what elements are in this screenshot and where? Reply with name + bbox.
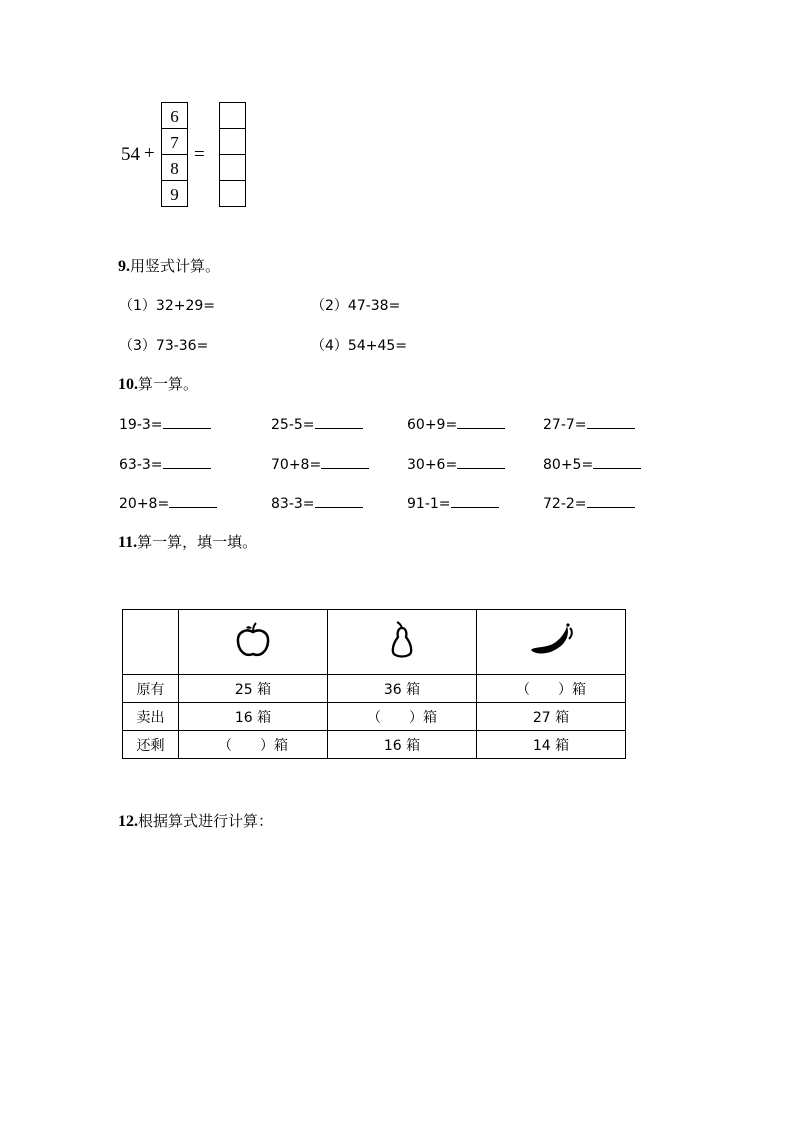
question-number: 10. <box>118 376 138 393</box>
answer-blank[interactable] <box>457 414 505 429</box>
answer-blank[interactable] <box>457 454 505 469</box>
addend-cell: 9 <box>170 185 179 204</box>
q10-equation: 25-5= <box>271 414 363 433</box>
table-corner-cell <box>123 610 179 675</box>
result-box-column <box>219 102 246 207</box>
q10-equation: 80+5= <box>543 454 641 473</box>
answer-blank[interactable] <box>587 493 635 508</box>
q9-item-2: （2）47-38= <box>311 298 401 314</box>
table-row <box>123 731 626 759</box>
fruit-table <box>122 609 626 759</box>
answer-blank[interactable] <box>593 454 641 469</box>
addend-cell: 6 <box>162 103 187 129</box>
q10-equation: 60+9= <box>407 414 505 433</box>
answer-blank[interactable] <box>315 493 363 508</box>
answer-blank[interactable] <box>315 414 363 429</box>
addend-cell: 7 <box>162 129 187 155</box>
pear-icon <box>387 619 417 661</box>
q10-equation: 72-2= <box>543 493 635 512</box>
question-text: 算一算。 <box>138 375 199 393</box>
q10-equation: 70+8= <box>271 454 369 473</box>
pear-header-cell <box>328 610 477 675</box>
answer-blank[interactable] <box>451 493 499 508</box>
addend-box-column <box>161 102 188 207</box>
result-cell[interactable] <box>220 155 245 181</box>
table-cell: 36 箱 <box>328 675 477 703</box>
table-cell: 16 箱 <box>328 731 477 759</box>
q10-equation: 91-1= <box>407 493 499 512</box>
question-number: 12. <box>118 813 138 830</box>
addend-cell: 8 <box>162 155 187 181</box>
answer-blank[interactable] <box>321 454 369 469</box>
table-cell[interactable]: （ ）箱 <box>328 703 477 731</box>
q10-equation: 20+8= <box>119 493 217 512</box>
plus-sign: + <box>144 143 155 164</box>
row-label: 卖出 <box>123 703 179 731</box>
table-cell: 14 箱 <box>477 731 626 759</box>
answer-blank[interactable] <box>163 454 211 469</box>
question-11-title <box>118 531 257 552</box>
q9-item-4: （4）54+45= <box>311 338 407 354</box>
q10-equation: 30+6= <box>407 454 505 473</box>
question-text: 算一算，填一填。 <box>137 533 258 551</box>
lhs-number: 54 <box>121 144 140 165</box>
table-cell[interactable]: （ ）箱 <box>179 731 328 759</box>
q10-equation: 27-7= <box>543 414 635 433</box>
q10-equation: 63-3= <box>119 454 211 473</box>
table-row <box>123 675 626 703</box>
apple-icon <box>233 620 273 660</box>
question-number: 9. <box>118 258 130 275</box>
question-9-title <box>118 255 220 276</box>
row-label: 原有 <box>123 675 179 703</box>
table-cell[interactable]: （ ）箱 <box>477 675 626 703</box>
answer-blank[interactable] <box>169 493 217 508</box>
question-text: 根据算式进行计算： <box>138 812 274 830</box>
question-text: 用竖式计算。 <box>130 257 221 275</box>
result-cell[interactable] <box>220 103 245 129</box>
q10-equation: 83-3= <box>271 493 363 512</box>
answer-blank[interactable] <box>587 414 635 429</box>
banana-icon <box>527 622 575 658</box>
table-cell: 25 箱 <box>179 675 328 703</box>
question-number: 11. <box>118 534 138 551</box>
question-12-title <box>118 810 273 831</box>
equals-sign: = <box>194 144 205 165</box>
q9-item-3: （3）73-36= <box>119 338 209 354</box>
table-cell: 27 箱 <box>477 703 626 731</box>
apple-header-cell <box>179 610 328 675</box>
q10-equation: 19-3= <box>119 414 211 433</box>
answer-blank[interactable] <box>163 414 211 429</box>
banana-header-cell <box>477 610 626 675</box>
table-cell: 16 箱 <box>179 703 328 731</box>
q9-item-1: （1）32+29= <box>119 298 215 314</box>
question-10-title <box>118 373 198 394</box>
row-label: 还剩 <box>123 731 179 759</box>
result-cell[interactable] <box>220 129 245 155</box>
table-row <box>123 703 626 731</box>
result-cell[interactable] <box>220 181 245 206</box>
